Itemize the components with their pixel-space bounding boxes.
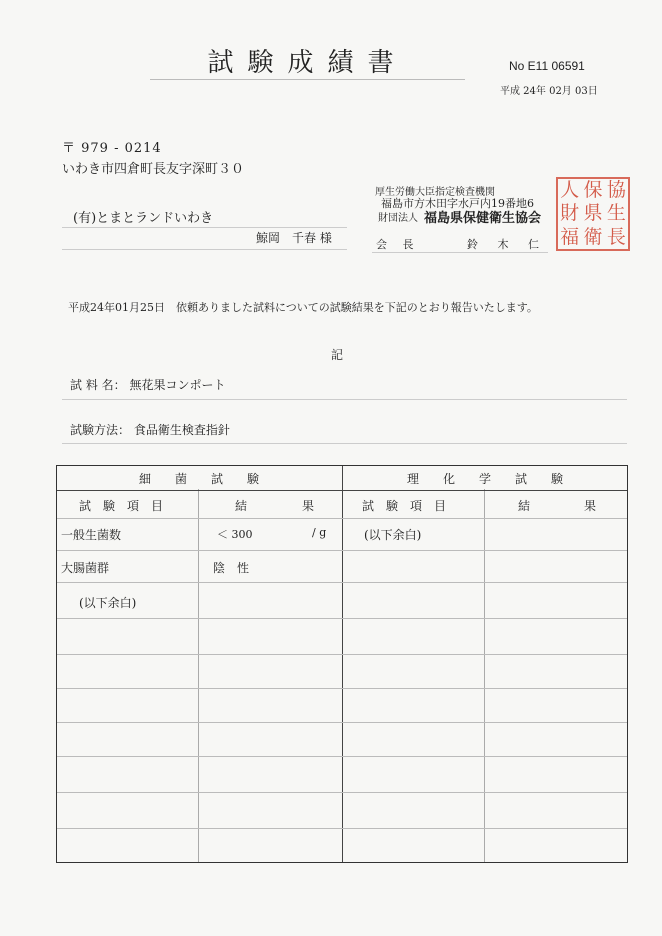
sample-value: 無花果コンポート	[129, 378, 226, 392]
contact-divider	[62, 249, 347, 250]
issuer-divider	[372, 252, 548, 253]
issuer-representative: 鈴 木 仁	[467, 238, 547, 251]
table-center-divider	[342, 466, 343, 862]
seal-char: 協	[606, 179, 626, 201]
row1-result: ＜ 300	[217, 528, 253, 541]
chem-col-header-result-a: 結	[518, 499, 531, 513]
chem-row1-item: (以下余白)	[364, 528, 422, 542]
method-divider	[62, 443, 627, 444]
table-row-line	[57, 792, 627, 793]
sample-divider	[62, 399, 627, 400]
seal-char: 財	[560, 202, 580, 225]
col-header-result-a: 結	[235, 499, 248, 513]
method-value: 食品衛生検査指針	[133, 423, 230, 437]
table-vline	[198, 466, 199, 862]
seal-char: 長	[606, 225, 626, 248]
postal-code: 〒 979 - 0214	[62, 141, 162, 156]
recipient-address: いわき市四倉町長友字深町３０	[62, 162, 245, 177]
title-underline	[150, 79, 465, 80]
issuer-name: 福島県保健衛生協会	[424, 211, 542, 226]
recipient-company: (有)とまとランドいわき	[73, 211, 214, 226]
row1-item: 一般生菌数	[61, 528, 122, 542]
table-row-line	[57, 582, 627, 583]
chem-col-header-item: 試 験 項 目	[362, 499, 447, 513]
seal-char: 県	[583, 202, 603, 225]
row2-item: 大腸菌群	[61, 561, 110, 575]
table-row-line	[57, 550, 627, 551]
row3-item: (以下余白)	[79, 596, 137, 610]
issuer-address: 福島市方木田字水戸内19番地6	[381, 197, 534, 210]
bacteria-header-cell	[57, 466, 341, 489]
row1-unit: / g	[312, 526, 327, 539]
table-row-line	[57, 688, 627, 689]
table-row-line	[57, 618, 627, 619]
seal-char: 生	[606, 202, 626, 225]
chem-header: 理 化 学 試 験	[406, 472, 563, 486]
method-field	[70, 421, 230, 438]
table-row-line	[57, 756, 627, 757]
seal-char: 衛	[583, 225, 603, 248]
issuer-role: 会 長	[376, 238, 420, 251]
recipient-contact: 鯨岡 千春 様	[256, 231, 332, 245]
chem-header-cell	[344, 466, 626, 489]
ki-heading: 記	[331, 348, 344, 362]
table-row-line	[57, 722, 627, 723]
seal-characters	[558, 179, 628, 249]
table-header-divider	[57, 490, 627, 491]
sample-label: 試 料 名：	[70, 378, 126, 392]
chem-col-header-result-b: 果	[584, 499, 597, 513]
method-label: 試験方法：	[70, 423, 131, 437]
bacteria-header: 細 菌 試 験	[138, 472, 259, 486]
recipient-divider	[62, 227, 347, 228]
intro-text: 平成24年01月25日 依頼ありました試料についての試験結果を下記のとおり報告いたします。	[68, 301, 538, 314]
table-row-line	[57, 518, 627, 519]
seal-char: 保	[583, 179, 603, 201]
issuer-legal-form: 財団法人	[378, 213, 418, 224]
issue-date: 平成 24年 02月 03日	[500, 86, 598, 97]
issuer-designation: 厚生労働大臣指定検査機関	[375, 187, 495, 198]
sample-field	[70, 376, 225, 393]
document-number: No E11 06591	[509, 59, 585, 73]
row2-result: 陰 性	[213, 561, 250, 575]
table-vline	[484, 466, 485, 862]
results-table	[56, 465, 628, 863]
official-seal-stamp	[556, 177, 630, 251]
seal-char: 人	[560, 179, 580, 201]
col-header-result-b: 果	[302, 499, 315, 513]
seal-char: 福	[560, 225, 580, 248]
document-title: 試験成績書	[207, 48, 408, 78]
table-row-line	[57, 828, 627, 829]
table-row-line	[57, 654, 627, 655]
col-header-item: 試 験 項 目	[79, 499, 164, 513]
